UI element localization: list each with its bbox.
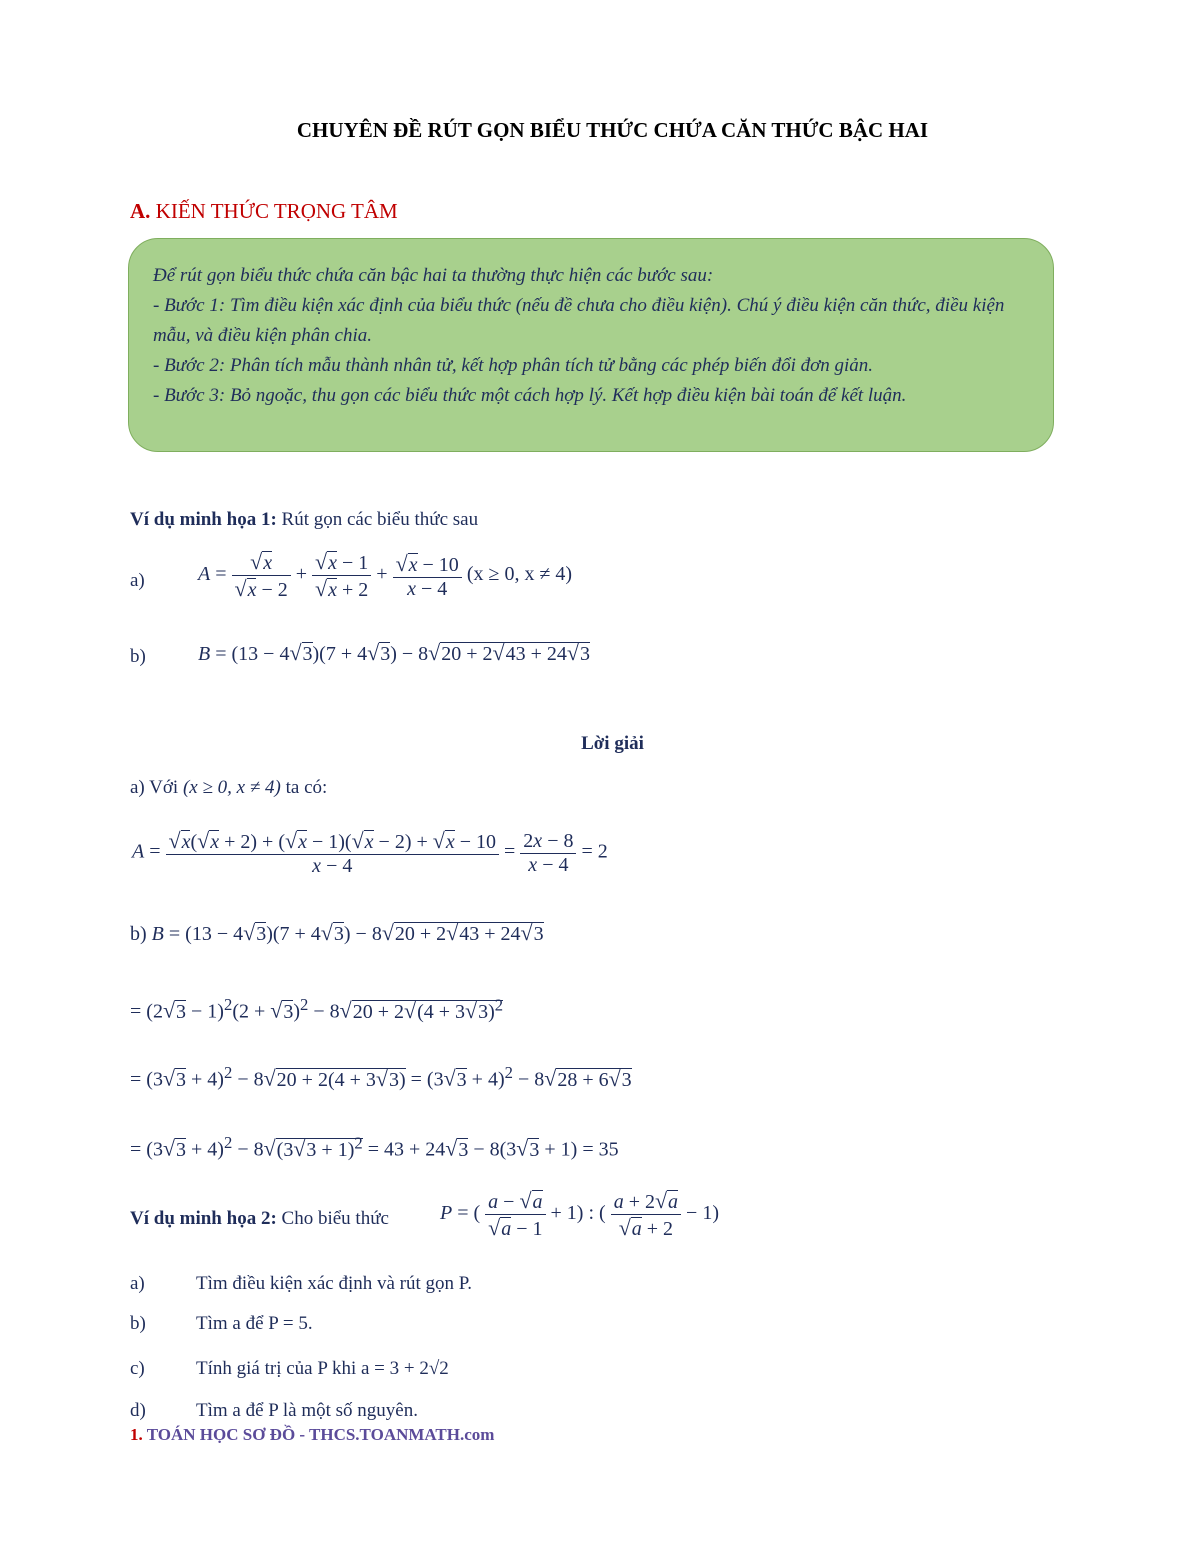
- example-2-item-d-text: Tìm a để P là một số nguyên.: [196, 1400, 418, 1421]
- example-1-b-formula: B = (13 − 4√3)(7 + 4√3) − 8√20 + 2√43 + 24√3: [198, 640, 590, 665]
- page-footer: [130, 1425, 494, 1445]
- solution-a-formula: A = $\frac{√x(√x + 2) + (√x - 1)(√x - 2) + √x - 10}{x - 4}$ = $\frac{2x - 8}{x - 4}$ = 2: [132, 828, 608, 877]
- example-2-item-d-label: d): [130, 1400, 146, 1421]
- solution-a-intro-text: a) Với: [130, 777, 179, 798]
- example-2-formula: P = ( $\frac{a - √a}{√a - 1}$ + 1) : ( $\frac{a + 2√a}{√a + 2}$ − 1): [440, 1188, 719, 1240]
- solution-b-result: = 35: [582, 1138, 619, 1161]
- section-text: KIẾN THỨC TRỌNG TÂM: [155, 199, 398, 223]
- example-2-item-b-label: b): [130, 1313, 146, 1334]
- example-2-label: Ví dụ minh họa 2:: [130, 1208, 277, 1229]
- section-label: A.: [130, 199, 151, 223]
- example-2-text: Cho biểu thức: [281, 1208, 389, 1229]
- example-1-a-label: a): [130, 570, 145, 591]
- solution-b-line-4: = $(3√3 + 4)^2 - 8√(3√3 + 1)^2 = 43 + 24√3 - 8(3√3 + 1) = 35$: [130, 1133, 619, 1161]
- section-heading: [130, 199, 398, 224]
- example-1-b-label: b): [130, 646, 146, 667]
- solution-a-after-text: ta có:: [285, 777, 328, 798]
- example-2-item-b-text: Tìm a để P = 5.: [196, 1313, 313, 1334]
- solution-b-line-3: = $(3√3 + 4)^2 - 8√20 + 2(4 + 3√3) = (3√3 + 4)^2 - 8√28 + 6√3$: [130, 1063, 632, 1091]
- example-1-heading: [130, 509, 478, 531]
- box-step-2: - Bước 2: Phân tích mẫu thành nhân tử, kết hợp phân tích tử bằng các phép biến đổi đơn giản.: [153, 355, 874, 376]
- example-2-item-c-label: c): [130, 1358, 145, 1379]
- example-1-a-formula: A = $\frac{√x}{√x - 2}$ + $\frac{√x - 1}{√x + 2}$ + $\frac{√x - 10}{x - 4}$ (x ≥ 0, x ≠ 4): [198, 549, 573, 601]
- footer-text: TOÁN HỌC SƠ ĐỒ - THCS.TOANMATH.com: [146, 1425, 495, 1444]
- solution-a-condition: (x ≥ 0, x ≠ 4): [182, 777, 281, 798]
- page-title: CHUYÊN ĐỀ RÚT GỌN BIỂU THỨC CHỨA CĂN THỨC BẬC HAI: [296, 118, 929, 142]
- solution-a-intro: [130, 777, 327, 799]
- box-step-3: - Bước 3: Bỏ ngoặc, thu gọn các biểu thức một cách hợp lý. Kết hợp điều kiện bài toán để kết luận.: [153, 385, 907, 406]
- key-knowledge-box: [128, 238, 1054, 452]
- example-2-heading: [130, 1208, 389, 1230]
- footer-page-number: 1.: [130, 1425, 143, 1444]
- solution-a-result: = 2: [581, 840, 608, 863]
- box-step-1: - Bước 1: Tìm điều kiện xác định của biểu thức (nếu đề chưa cho điều kiện). Chú ý điều kiện căn thức, điều kiện mẫu, và điều kiện phân chia.: [153, 295, 1005, 346]
- solution-b-label: b): [130, 923, 147, 945]
- example-2-item-c-text: Tính giá trị của P khi a = 3 + 2√2: [196, 1358, 449, 1379]
- example-1-text: Rút gọn các biểu thức sau: [281, 509, 479, 530]
- example-2-item-a-label: a): [130, 1273, 145, 1294]
- solution-title: Lời giải: [581, 733, 644, 754]
- example-2-item-a-text: Tìm điều kiện xác định và rút gọn P.: [196, 1273, 472, 1294]
- example-1-condition: (x ≥ 0, x ≠ 4): [466, 563, 573, 586]
- example-1-label: Ví dụ minh họa 1:: [130, 509, 277, 530]
- solution-b-line-2: = $(2√3 - 1)^2(2 + √3)^2 - 8√20 + 2√(4 + 3√3)^2$: [130, 995, 504, 1023]
- solution-b-line-1: b) B = (13 − 4√3)(7 + 4√3) − 8√20 + 2√43 + 24√3: [130, 920, 544, 945]
- box-intro: Để rút gọn biểu thức chứa căn bậc hai ta thường thực hiện các bước sau:: [153, 265, 714, 286]
